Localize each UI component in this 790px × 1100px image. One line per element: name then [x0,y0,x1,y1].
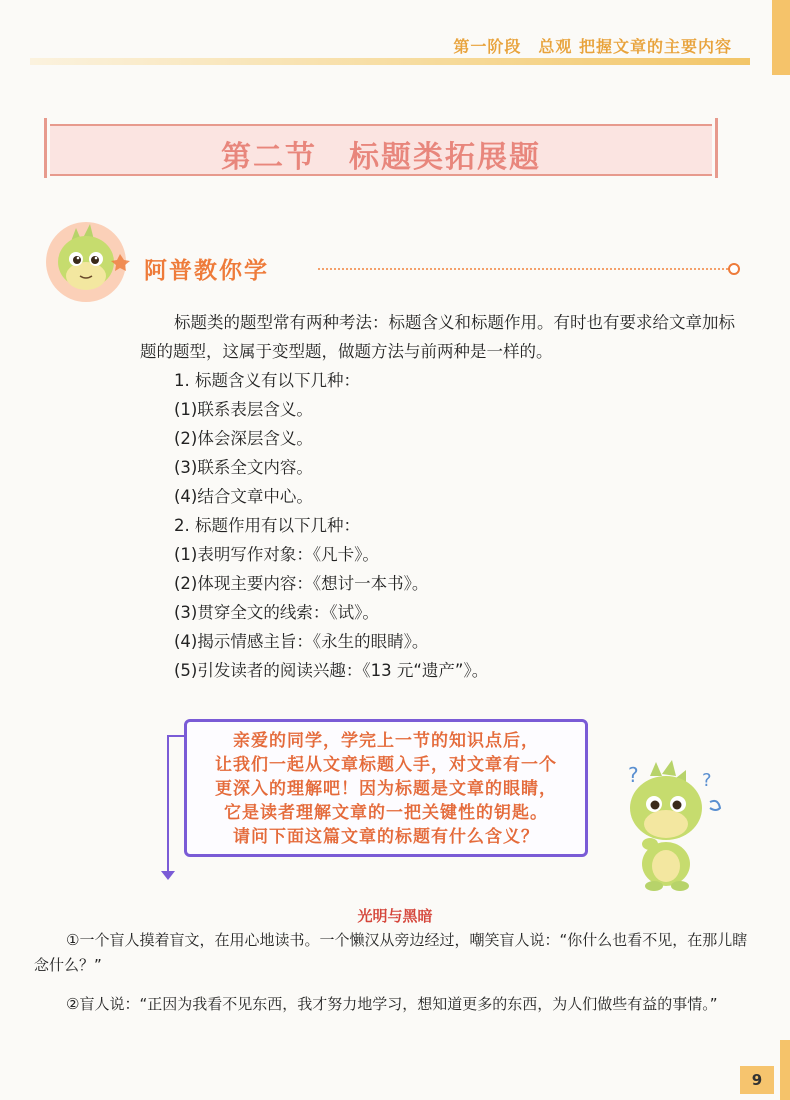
function-item: (2)体现主要内容：《想讨一本书》。 [174,574,429,593]
teach-you-label: 阿普教你学 [144,258,269,284]
function-item: (4)揭示情感主旨：《永生的眼睛》。 [174,632,429,651]
page-edge-tab [772,0,790,75]
function-item: (5)引发读者的阅读兴趣：《13 元“遗产”》。 [174,661,489,680]
teach-dotted-rule [318,268,732,270]
teach-rule-end-dot [728,263,740,275]
meaning-item: (4)结合文章中心。 [174,487,313,506]
callout-pointer-line [167,735,169,875]
svg-text:?: ? [628,763,639,787]
article-title: 光明与黑暗 [357,907,433,925]
callout-line: 更深入的理解吧！因为标题是文章的眼睛， [215,779,557,799]
meaning-heading: 1. 标题含义有以下几种： [174,371,360,390]
section-title: 第二节 标题类拓展题 [221,140,541,175]
running-head: 第一阶段 总观 把握文章的主要内容 [453,37,732,56]
dinosaur-mascot-icon [36,214,136,304]
callout-box [184,719,588,857]
callout-line: 请问下面这篇文章的标题有什么含义？ [233,827,539,847]
meaning-item: (2)体会深层含义。 [174,429,313,448]
header-rule [30,58,750,65]
article-paragraph: ②盲人说：“正因为我看不见东西，我才努力地学习，想知道更多的东西，为人们做些有益的事情。” [66,995,718,1013]
intro-paragraph: 标题类的题型常有两种考法：标题含义和标题作用。有时也有要求给文章加标题的题型，这属于变型题，做题方法与前两种是一样的。 [140,313,735,361]
function-item: (1)表明写作对象：《凡卡》。 [174,545,379,564]
callout-line: 它是读者理解文章的一把关键性的钥匙。 [224,803,548,823]
arrow-down-icon [161,871,175,880]
page-number: 9 [740,1066,774,1094]
callout-line: 亲爱的同学，学完上一节的知识点后， [233,731,539,751]
thinking-dinosaur-icon [598,752,738,892]
lesson-body [140,308,740,685]
meaning-item: (3)联系全文内容。 [174,458,313,477]
callout-line: 让我们一起从文章标题入手，对文章有一个 [215,755,557,775]
section-title-banner [50,118,712,180]
page-edge-tab-bottom [780,1040,790,1100]
article-paragraph: ①一个盲人摸着盲文，在用心地读书。一个懒汉从旁边经过，嘲笑盲人说：“你什么也看不见，在那儿瞎念什么？” [34,931,748,974]
callout-connector [167,735,184,737]
function-heading: 2. 标题作用有以下几种： [174,516,360,535]
svg-text:?: ? [702,770,712,791]
function-item: (3)贯穿全文的线索：《试》。 [174,603,379,622]
meaning-item: (1)联系表层含义。 [174,400,313,419]
